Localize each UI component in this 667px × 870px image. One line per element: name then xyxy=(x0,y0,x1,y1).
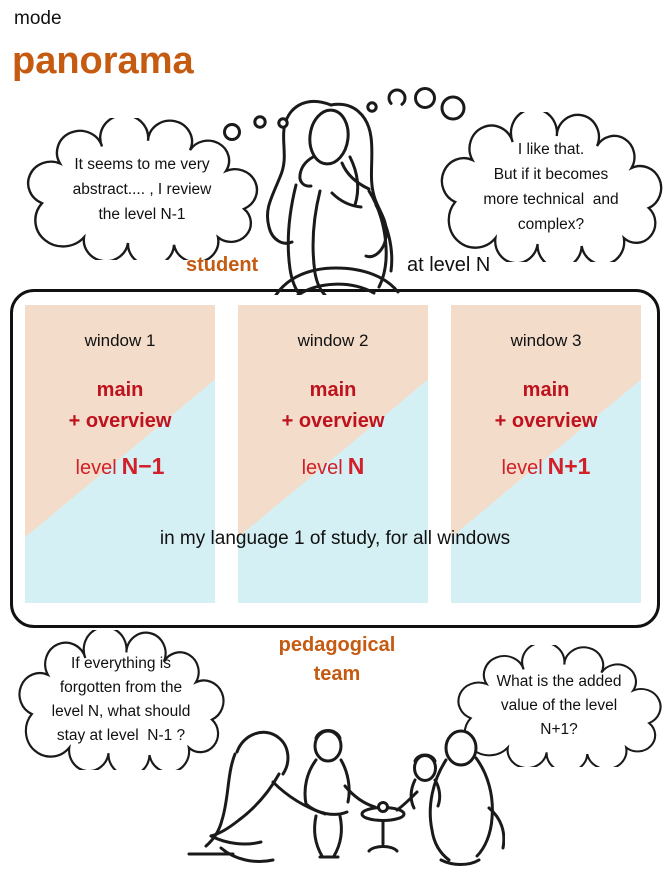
thought-line: stay at level N-1 ? xyxy=(56,727,186,744)
thought-trail-circle xyxy=(255,117,265,127)
team-role-label xyxy=(237,631,437,689)
window-panel-content xyxy=(25,331,215,480)
student-role-label: student xyxy=(186,254,259,276)
thought-line: more technical and xyxy=(483,191,619,208)
window-main-label xyxy=(25,375,215,437)
window-panel-2 xyxy=(238,305,428,603)
level-value: N−1 xyxy=(121,453,165,479)
mode-label: mode xyxy=(14,8,62,29)
team-role-line1: pedagogical xyxy=(278,634,396,656)
thought-line: But if it becomes xyxy=(493,166,609,183)
thought-line: It seems to me very xyxy=(74,155,210,173)
window-panel-content xyxy=(451,331,641,480)
thought-trail-circle xyxy=(416,89,435,108)
thought-line: abstract.... , I review xyxy=(72,180,212,198)
thought-line: I like that. xyxy=(517,141,585,158)
window-level-label xyxy=(25,453,215,480)
thought-trail-circle xyxy=(279,119,287,127)
windows-box xyxy=(10,289,660,628)
window-title: window 1 xyxy=(84,331,156,350)
level-prefix: level xyxy=(301,457,343,479)
level-prefix: level xyxy=(75,457,117,479)
window-main-line1: main xyxy=(309,379,357,401)
level-prefix: level xyxy=(501,457,543,479)
thought-trail-circle xyxy=(225,125,240,140)
thought-line: forgotten from the xyxy=(59,679,183,696)
window-main-label xyxy=(238,375,428,437)
window-title: window 3 xyxy=(510,331,582,350)
team-role-line2: team xyxy=(313,663,361,685)
window-main-line2: + overview xyxy=(494,410,598,432)
thought-line: N+1? xyxy=(540,721,578,738)
window-main-line1: main xyxy=(96,379,144,401)
thought-line: If everything is xyxy=(71,655,171,672)
thought-trail-arc xyxy=(386,87,409,110)
level-value: N xyxy=(347,453,365,479)
window-panel-3 xyxy=(451,305,641,603)
level-value: N+1 xyxy=(547,453,591,479)
window-level-label xyxy=(451,453,641,480)
thought-line: What is the added xyxy=(496,673,622,690)
box-footer-note: in my language 1 of study, for all windows xyxy=(159,528,511,549)
window-panel-content xyxy=(238,331,428,480)
window-level-label xyxy=(238,453,428,480)
thought-trail-circle xyxy=(442,97,464,119)
student-level-label: at level N xyxy=(407,254,491,276)
window-main-line1: main xyxy=(522,379,570,401)
thought-line: level N, what should xyxy=(51,703,191,720)
window-panel-1 xyxy=(25,305,215,603)
group-discussion-line-art xyxy=(175,710,505,868)
window-main-label xyxy=(451,375,641,437)
window-main-line2: + overview xyxy=(281,410,385,432)
thought-line: value of the level xyxy=(500,697,618,714)
thought-trail-circle xyxy=(368,103,376,111)
window-main-line2: + overview xyxy=(68,410,172,432)
thought-line: complex? xyxy=(517,216,585,233)
page-title: panorama xyxy=(12,40,194,82)
window-title: window 2 xyxy=(297,331,369,350)
thought-line: the level N-1 xyxy=(98,205,186,223)
